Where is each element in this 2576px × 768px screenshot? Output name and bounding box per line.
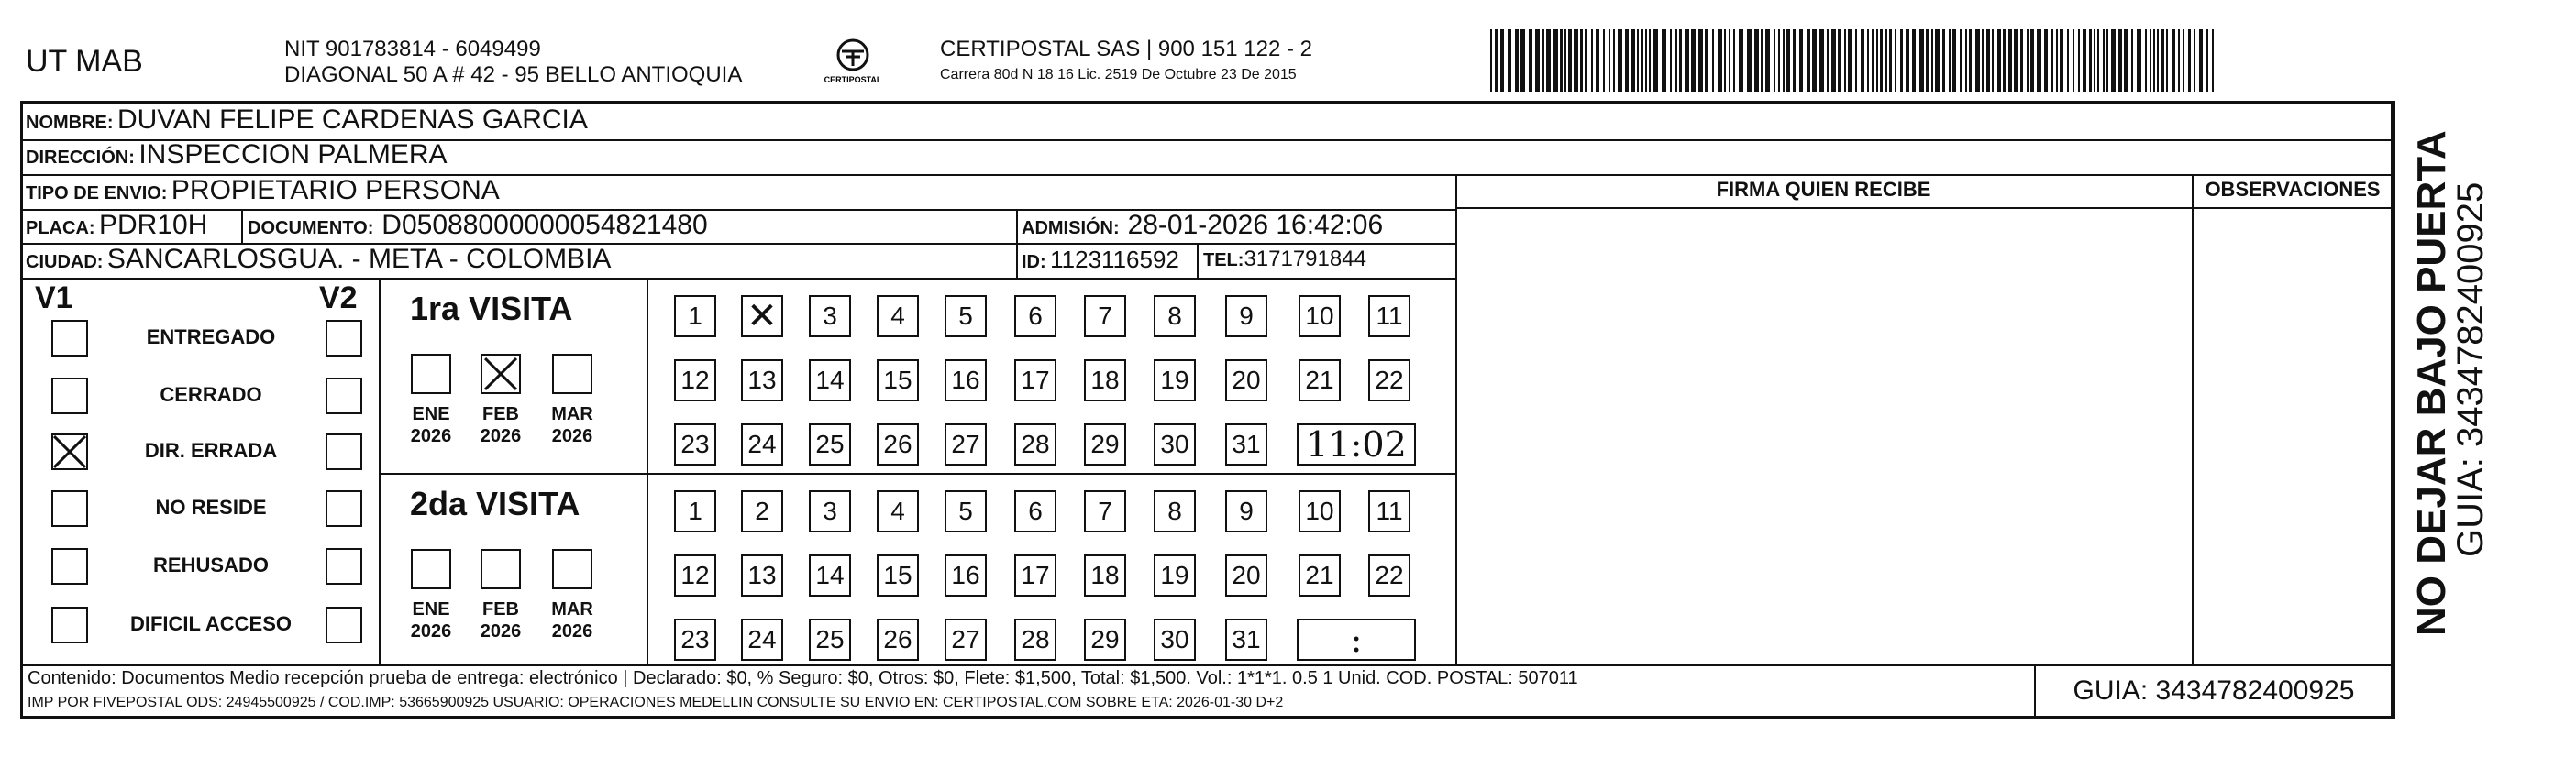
- city-field: [26, 244, 611, 280]
- day-number: 16: [951, 366, 980, 394]
- day-box[interactable]: [1225, 423, 1267, 466]
- recipient-address: INSPECCION PALMERA: [138, 139, 448, 170]
- day-number: 17: [1021, 366, 1050, 394]
- shipment-type-label: TIPO DE ENVIO:: [26, 183, 168, 203]
- contents-line: Contenido: Documentos Medio recepción prueba de entrega: electrónico | Declarado: $0, % Seguro: $0, Otros: $0, Flete: $1,500, Total: $1,500. Vol.: 1*1*1. 0.5 1 Unid. COD. POSTAL: 507011: [28, 668, 1578, 688]
- day-box[interactable]: [1299, 295, 1341, 337]
- day-number: 11: [1376, 302, 1403, 330]
- day-box[interactable]: [809, 359, 851, 401]
- day-box[interactable]: [877, 359, 919, 401]
- address-row: [26, 139, 448, 175]
- month-year: 2026: [410, 426, 452, 446]
- visit-title: 1ra VISITA: [410, 290, 573, 327]
- day-box[interactable]: [1154, 295, 1196, 337]
- day-box[interactable]: [1299, 554, 1341, 597]
- company-info: [284, 37, 742, 88]
- day-number: 14: [815, 366, 845, 394]
- day-box[interactable]: [1225, 359, 1267, 401]
- day-number: 23: [680, 625, 710, 653]
- day-number: 20: [1232, 366, 1261, 394]
- day-number: 15: [883, 366, 912, 394]
- day-box[interactable]: [1154, 619, 1196, 661]
- day-number: 10: [1305, 302, 1334, 330]
- day-box[interactable]: [1154, 490, 1196, 532]
- day-box[interactable]: [1154, 554, 1196, 597]
- month-checkbox[interactable]: [481, 354, 521, 394]
- month-name: ENE: [412, 599, 450, 620]
- day-box[interactable]: [1084, 554, 1126, 597]
- day-number: 31: [1232, 430, 1261, 458]
- day-box[interactable]: [945, 359, 987, 401]
- day-number: 25: [815, 625, 845, 653]
- day-box[interactable]: [1225, 295, 1267, 337]
- v1-checkbox[interactable]: [51, 320, 88, 357]
- day-box[interactable]: [674, 359, 716, 401]
- observaciones-label: OBSERVACIONES: [2205, 178, 2381, 201]
- day-number: 31: [1232, 625, 1261, 653]
- day-box[interactable]: [1154, 359, 1196, 401]
- day-box[interactable]: [1014, 619, 1056, 661]
- city-value: SANCARLOSGUA. - META - COLOMBIA: [106, 244, 612, 274]
- company-address: DIAGONAL 50 A # 42 - 95 BELLO ANTIOQUIA: [284, 62, 743, 87]
- month-checkbox[interactable]: [411, 354, 451, 394]
- visit-title: 2da VISITA: [410, 485, 580, 522]
- company-name: UT MAB: [26, 44, 143, 79]
- plate-value: PDR10H: [99, 210, 208, 240]
- v2-checkbox[interactable]: [326, 378, 362, 414]
- day-box[interactable]: [1014, 554, 1056, 597]
- day-number: 29: [1090, 430, 1120, 458]
- certipostal-logo: [807, 37, 899, 92]
- v2-checkbox[interactable]: [326, 490, 362, 527]
- month-label: [473, 403, 528, 447]
- day-number: 16: [951, 561, 980, 589]
- month-year: 2026: [551, 621, 593, 642]
- day-box[interactable]: [674, 295, 716, 337]
- v2-label: V2: [319, 280, 358, 315]
- day-number: 18: [1090, 561, 1120, 589]
- day-number: 5: [958, 497, 973, 525]
- day-number: 12: [680, 561, 710, 589]
- day-box[interactable]: [1014, 295, 1056, 337]
- day-box[interactable]: [1225, 619, 1267, 661]
- status-label: DIFICIL ACCESO: [129, 612, 292, 635]
- name-row: [26, 104, 588, 140]
- day-number: 11: [1376, 497, 1403, 525]
- day-number: 28: [1021, 430, 1050, 458]
- day-number: 24: [747, 625, 777, 653]
- day-box[interactable]: [741, 295, 783, 337]
- day-number: 5: [958, 302, 973, 330]
- day-number: 23: [680, 430, 710, 458]
- v1-checkbox[interactable]: [51, 433, 88, 470]
- status-label: CERRADO: [160, 383, 262, 406]
- carrier-info: [940, 37, 1312, 88]
- day-box[interactable]: [809, 619, 851, 661]
- day-box[interactable]: [1084, 490, 1126, 532]
- month-year: 2026: [410, 621, 452, 642]
- admission-value: 28-01-2026 16:42:06: [1127, 210, 1384, 240]
- day-number: 19: [1160, 366, 1189, 394]
- status-label: REHUSADO: [153, 554, 269, 576]
- day-box[interactable]: [877, 619, 919, 661]
- svg-text:CERTIPOSTAL: CERTIPOSTAL: [824, 75, 882, 84]
- day-number: 26: [883, 430, 912, 458]
- tel-label: TEL:: [1203, 250, 1244, 270]
- imp-line: IMP POR FIVEPOSTAL ODS: 24945500925 / COD.IMP: 53665900925 USUARIO: OPERACIONES MEDELLIN CONSULTE SU ENVIO EN: CERTIPOSTAL.COM SOBRE ETA: 2026-01-30 D+2: [28, 695, 1284, 710]
- day-number: 4: [890, 302, 905, 330]
- day-box[interactable]: [945, 490, 987, 532]
- day-number: 21: [1305, 561, 1334, 589]
- day-number: 9: [1239, 497, 1254, 525]
- day-number: 12: [680, 366, 710, 394]
- day-box[interactable]: [945, 619, 987, 661]
- month-name: MAR: [551, 599, 593, 620]
- day-box[interactable]: [741, 423, 783, 466]
- day-box[interactable]: [1014, 359, 1056, 401]
- v1-checkbox[interactable]: [51, 490, 88, 527]
- v1-checkbox[interactable]: [51, 548, 88, 585]
- day-box[interactable]: [1368, 554, 1410, 597]
- day-box[interactable]: [1014, 490, 1056, 532]
- day-number: 8: [1167, 497, 1182, 525]
- day-box[interactable]: [1368, 490, 1410, 532]
- day-number: 17: [1021, 561, 1050, 589]
- day-box[interactable]: [1299, 359, 1341, 401]
- firma-label: FIRMA QUIEN RECIBE: [1716, 178, 1931, 201]
- day-box[interactable]: [1084, 359, 1126, 401]
- tracking-barcode: [1490, 29, 2219, 92]
- month-label: [545, 403, 600, 447]
- document-field: [248, 210, 708, 246]
- day-box[interactable]: [877, 554, 919, 597]
- day-box[interactable]: [945, 423, 987, 466]
- day-number: 24: [747, 430, 777, 458]
- day-box[interactable]: [809, 490, 851, 532]
- day-box[interactable]: [1368, 295, 1410, 337]
- visit-time: :: [1350, 620, 1363, 660]
- day-number: 13: [747, 561, 777, 589]
- day-number: 1: [688, 302, 702, 330]
- signature-area[interactable]: [1457, 209, 2190, 663]
- day-box[interactable]: [877, 423, 919, 466]
- day-box[interactable]: [877, 295, 919, 337]
- month-label: [404, 403, 459, 447]
- day-number: 26: [883, 625, 912, 653]
- day-number: 22: [1375, 561, 1404, 589]
- day-number: 18: [1090, 366, 1120, 394]
- tel-value: 3171791844: [1244, 247, 1366, 271]
- status-label: NO RESIDE: [155, 496, 267, 519]
- day-box[interactable]: [945, 295, 987, 337]
- id-field: [1022, 244, 1179, 280]
- admission-field: [1022, 210, 1383, 246]
- day-number: 6: [1028, 497, 1043, 525]
- day-number: 2: [755, 497, 769, 525]
- day-box[interactable]: [1225, 554, 1267, 597]
- month-label: [473, 598, 528, 642]
- month-year: 2026: [480, 621, 522, 642]
- day-box[interactable]: [809, 554, 851, 597]
- side-warning: NO DEJAR BAJO PUERTA: [2409, 130, 2454, 636]
- footer-guia: GUIA: 3434782400925: [2073, 675, 2355, 706]
- day-number: 6: [1028, 302, 1043, 330]
- day-number: 27: [951, 625, 980, 653]
- side-guia: GUIA: 3434782400925: [2450, 181, 2491, 557]
- day-box[interactable]: [741, 490, 783, 532]
- day-number: 3: [823, 497, 837, 525]
- day-number: 1: [688, 497, 702, 525]
- day-box[interactable]: [674, 554, 716, 597]
- month-year: 2026: [480, 426, 522, 446]
- day-number: 19: [1160, 561, 1189, 589]
- id-label: ID:: [1022, 252, 1046, 272]
- day-box[interactable]: [877, 490, 919, 532]
- day-number: 22: [1375, 366, 1404, 394]
- day-number: 9: [1239, 302, 1254, 330]
- nit-line: NIT 901783814 - 6049499: [284, 37, 541, 61]
- day-number: 7: [1098, 302, 1112, 330]
- recipient-name: DUVAN FELIPE CARDENAS GARCIA: [117, 104, 588, 135]
- day-number: 28: [1021, 625, 1050, 653]
- v1-label: V1: [35, 280, 73, 315]
- plate-field: [26, 210, 207, 246]
- day-number: 13: [747, 366, 777, 394]
- observaciones-area[interactable]: [2194, 209, 2392, 663]
- day-number: 15: [883, 561, 912, 589]
- v1-checkbox[interactable]: [51, 378, 88, 414]
- plate-label: PLACA:: [26, 218, 95, 238]
- v2-checkbox[interactable]: [326, 433, 362, 470]
- day-number: 14: [815, 561, 845, 589]
- document-value: D05088000000054821480: [381, 210, 708, 240]
- v2-checkbox[interactable]: [326, 607, 362, 643]
- name-label: NOMBRE:: [26, 113, 114, 133]
- day-box[interactable]: [741, 619, 783, 661]
- day-box[interactable]: [1084, 423, 1126, 466]
- status-label: ENTREGADO: [146, 325, 276, 348]
- day-number: 4: [890, 497, 905, 525]
- day-number: 27: [951, 430, 980, 458]
- v2-checkbox[interactable]: [326, 320, 362, 357]
- day-box[interactable]: [945, 554, 987, 597]
- day-box[interactable]: [674, 490, 716, 532]
- day-number: 20: [1232, 561, 1261, 589]
- day-box[interactable]: [1084, 295, 1126, 337]
- month-label: [404, 598, 459, 642]
- day-number: 21: [1305, 366, 1334, 394]
- day-box[interactable]: [1225, 490, 1267, 532]
- day-box[interactable]: [1368, 359, 1410, 401]
- month-name: ENE: [412, 404, 450, 424]
- day-number: 7: [1098, 497, 1112, 525]
- address-label: DIRECCIÓN:: [26, 148, 135, 168]
- day-number: 25: [815, 430, 845, 458]
- shipment-type-row: [26, 175, 500, 211]
- month-name: FEB: [482, 599, 519, 620]
- status-label: DIR. ERRADA: [144, 439, 278, 462]
- day-number: 3: [823, 302, 837, 330]
- month-checkbox[interactable]: [411, 549, 451, 589]
- month-label: [545, 598, 600, 642]
- day-number: 29: [1090, 625, 1120, 653]
- v1-checkbox[interactable]: [51, 607, 88, 643]
- month-checkbox[interactable]: [481, 549, 521, 589]
- day-number: 30: [1160, 625, 1189, 653]
- day-box[interactable]: [674, 619, 716, 661]
- visit-time: 11:02: [1306, 424, 1407, 465]
- day-number: 8: [1167, 302, 1182, 330]
- tel-field: [1203, 244, 1366, 278]
- document-label: DOCUMENTO:: [248, 218, 374, 238]
- time-field[interactable]: [1297, 423, 1416, 466]
- day-box[interactable]: [809, 423, 851, 466]
- month-checkbox[interactable]: [552, 354, 592, 394]
- id-value: 1123116592: [1050, 246, 1179, 273]
- month-name: MAR: [551, 404, 593, 424]
- day-number: 30: [1160, 430, 1189, 458]
- carrier-line-2: Carrera 80d N 18 16 Lic. 2519 De Octubre 23 De 2015: [940, 67, 1297, 82]
- day-box[interactable]: [1299, 490, 1341, 532]
- month-checkbox[interactable]: [552, 549, 592, 589]
- carrier-line-1: CERTIPOSTAL SAS | 900 151 122 - 2: [940, 37, 1312, 61]
- day-box[interactable]: [809, 295, 851, 337]
- day-number: 10: [1305, 497, 1334, 525]
- admission-label: ADMISIÓN:: [1022, 218, 1120, 238]
- month-year: 2026: [551, 426, 593, 446]
- day-box[interactable]: [1084, 619, 1126, 661]
- month-name: FEB: [482, 404, 519, 424]
- shipment-type: PROPIETARIO PERSONA: [171, 175, 500, 205]
- v2-checkbox[interactable]: [326, 548, 362, 585]
- city-label: CIUDAD:: [26, 252, 104, 272]
- day-box[interactable]: [741, 554, 783, 597]
- day-box[interactable]: [1014, 423, 1056, 466]
- day-box[interactable]: [1154, 423, 1196, 466]
- day-box[interactable]: [674, 423, 716, 466]
- time-field[interactable]: [1297, 619, 1416, 661]
- day-box[interactable]: [741, 359, 783, 401]
